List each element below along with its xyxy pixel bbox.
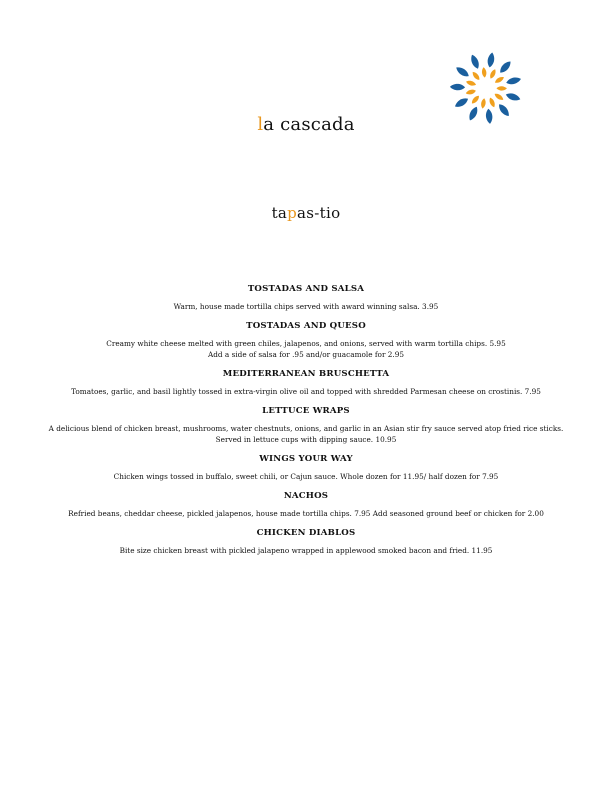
subtitle-accent-letter: p <box>287 204 298 222</box>
restaurant-name <box>0 114 612 135</box>
menu-item-name: WINGS YOUR WAY <box>259 454 353 464</box>
menu-item-description: A delicious blend of chicken breast, mushrooms, water chestnuts, onions, and garlic in an Asian stir fry sauce served atop fried rice sticks. <box>48 424 564 433</box>
menu-item-description: Refried beans, cheddar cheese, pickled jalapenos, house made tortilla chips. 7.95 Add seasoned ground beef or chicken for 2.00 <box>68 509 544 518</box>
menu-item-description: Tomatoes, garlic, and basil lightly tossed in extra-virgin olive oil and topped with shredded Parmesan cheese on crostinis. 7.95 <box>71 387 541 396</box>
brand-name-rest: a cascada <box>263 114 355 135</box>
menu-item-description: Served in lettuce cups with dipping sauce. 10.95 <box>215 435 397 444</box>
menu-item-description: Chicken wings tossed in buffalo, sweet chili, or Cajun sauce. Whole dozen for 11.95/ half dozen for 7.95 <box>113 472 499 481</box>
menu-list <box>20 284 592 565</box>
menu-item <box>20 321 592 360</box>
menu-item <box>20 491 592 519</box>
menu-item-description: Bite size chicken breast with pickled jalapeno wrapped in applewood smoked bacon and fried. 11.95 <box>119 546 493 555</box>
menu-item-description: Warm, house made tortilla chips served with award winning salsa. 3.95 <box>173 302 439 311</box>
menu-item-name: CHICKEN DIABLOS <box>256 528 356 538</box>
menu-item-name: LETTUCE WRAPS <box>262 406 350 416</box>
menu-item-name: MEDITERRANEAN BRUSCHETTA <box>222 369 390 379</box>
menu-item <box>20 528 592 556</box>
menu-item <box>20 369 592 397</box>
subtitle-part-1: ta <box>271 204 288 222</box>
menu-item-name: TOSTADAS AND QUESO <box>246 321 366 331</box>
menu-item-description: Creamy white cheese melted with green chiles, jalapenos, and onions, served with warm tortilla chips. 5.95 <box>106 339 506 348</box>
menu-item-description: Add a side of salsa for .95 and/or guacamole for 2.95 <box>207 350 405 359</box>
menu-item-name: NACHOS <box>283 491 329 501</box>
menu-item <box>20 284 592 312</box>
menu-section-title <box>0 204 612 222</box>
subtitle-part-2: as-tio <box>297 204 341 222</box>
menu-item-name: TOSTADAS AND SALSA <box>247 284 365 294</box>
menu-item <box>20 406 592 445</box>
menu-item <box>20 454 592 482</box>
brand-first-letter: l <box>257 114 264 135</box>
